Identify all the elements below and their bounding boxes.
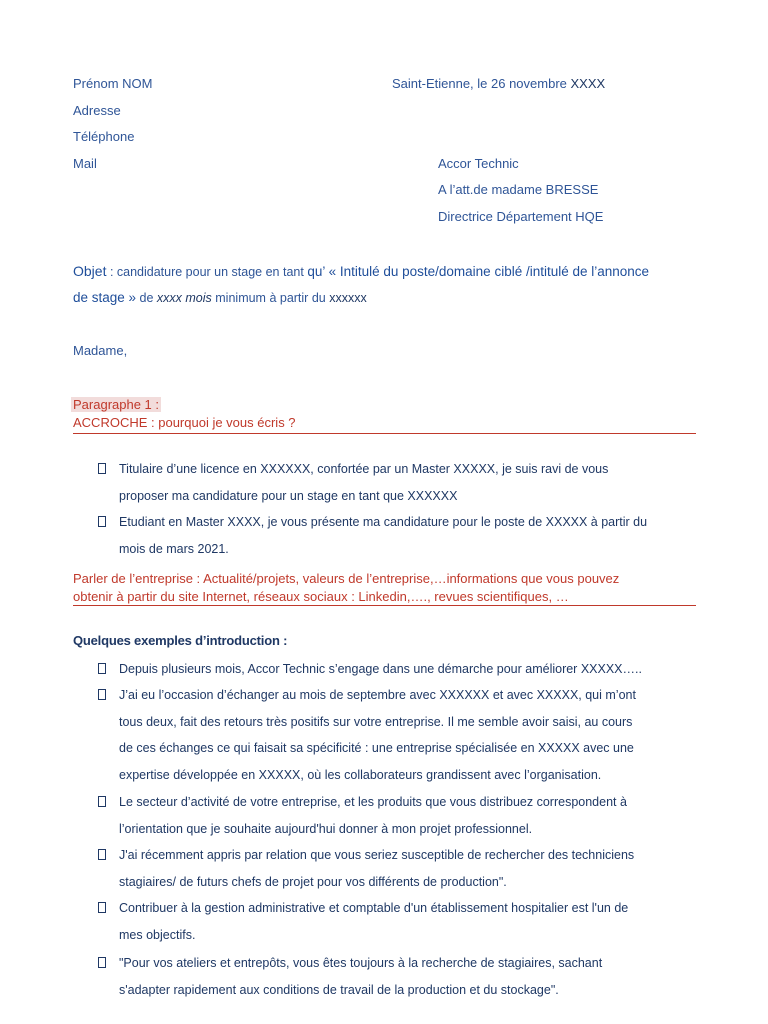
objet-text: : candidature pour un stage en tant xyxy=(106,265,308,279)
example-line: stagiaires/ de futurs chefs de projet pour vos différents de production". xyxy=(119,874,507,889)
bullet-master-line1: Etudiant en Master XXXX, je vous présente ma candidature pour le poste de XXXXX à partir du xyxy=(119,515,648,529)
company-hint xyxy=(73,570,695,606)
objet-title-part1: « Intitulé du poste/domaine ciblé /intitulé de l’annonce xyxy=(324,264,650,279)
example-line: Depuis plusieurs mois, Accor Technic s’engage dans une démarche pour améliorer XXXXX….. xyxy=(119,662,642,676)
example-line: mes objectifs. xyxy=(119,927,196,942)
bullet-master xyxy=(119,509,695,562)
date-year: XXXX xyxy=(570,76,606,91)
objet-line-2 xyxy=(73,290,367,306)
objet-duration: xxxx mois xyxy=(156,291,212,305)
objet-title-part2: de stage » xyxy=(73,290,137,305)
objet-de: de xyxy=(136,291,157,305)
example-line: J’ai eu l’occasion d’échanger au mois de septembre avec XXXXXX et avec XXXXX, qui m’ont xyxy=(119,688,636,702)
example-line: Le secteur d’activité de votre entreprise, et les produits que vous distribuez correspondent à xyxy=(119,795,627,809)
square-bullet-icon xyxy=(98,957,106,968)
example-item xyxy=(119,950,695,1003)
example-line: l’orientation que je souhaite aujourd'hui donner à mon projet professionnel. xyxy=(119,821,533,836)
sender-address: Adresse xyxy=(73,103,121,118)
salutation: Madame, xyxy=(73,343,128,358)
objet-line-1 xyxy=(73,263,649,280)
square-bullet-icon xyxy=(98,902,106,913)
example-line: tous deux, fait des retours très positifs sur votre entreprise. Il me semble avoir saisi, au cours xyxy=(119,714,633,729)
company-hint-line1: Parler de l’entreprise : Actualité/projets, valeurs de l’entreprise,…informations que vous pouvez xyxy=(73,571,620,586)
sender-phone: Téléphone xyxy=(73,129,135,144)
bullet-licence-line1: Titulaire d’une licence en XXXXXX, confortée par un Master XXXXX, je suis ravi de vous xyxy=(119,462,609,476)
example-line: expertise développée en XXXXX, où les collaborateurs grandissent avec l’organisation. xyxy=(119,767,602,782)
example-item xyxy=(119,682,695,788)
sender-name: Prénom NOM xyxy=(73,76,153,91)
place-date: Saint-Etienne, le 26 novembre xyxy=(392,76,571,91)
square-bullet-icon xyxy=(98,663,106,674)
paragraph1-subtitle: ACCROCHE : pourquoi je vous écris ? xyxy=(73,415,296,430)
example-line: s'adapter rapidement aux conditions de travail de la production et du stockage". xyxy=(119,982,559,997)
square-bullet-icon xyxy=(98,463,106,474)
example-line: J'ai récemment appris par relation que vous seriez susceptible de rechercher des techniciens xyxy=(119,848,635,862)
objet-label: Objet xyxy=(73,263,107,279)
company-hint-line2: obtenir à partir du site Internet, réseaux sociaux : Linkedin,…., revues scientifiques, … xyxy=(73,589,569,604)
square-bullet-icon xyxy=(98,689,106,700)
bullet-licence xyxy=(119,456,695,509)
recipient-role: Directrice Département HQE xyxy=(438,209,604,224)
recipient-company: Accor Technic xyxy=(438,156,519,171)
square-bullet-icon xyxy=(98,849,106,860)
example-item xyxy=(119,842,695,895)
objet-minimum: minimum à partir du xyxy=(211,291,330,305)
example-item xyxy=(119,895,695,948)
example-line: "Pour vos ateliers et entrepôts, vous êtes toujours à la recherche de stagiaires, sachant xyxy=(119,956,603,970)
objet-date: xxxxxx xyxy=(329,291,367,305)
paragraph1-divider xyxy=(73,433,696,434)
bullet-master-line2: mois de mars 2021. xyxy=(119,541,229,556)
square-bullet-icon xyxy=(98,516,106,527)
objet-qu: qu’ xyxy=(307,264,325,279)
recipient-attention: A l’att.de madame BRESSE xyxy=(438,182,599,197)
date-line xyxy=(392,76,605,92)
example-line: de ces échanges ce qui faisait sa spécificité : une entreprise spécialisée en XXXXX avec une xyxy=(119,741,634,755)
example-item xyxy=(119,789,695,842)
examples-title: Quelques exemples d’introduction : xyxy=(73,633,288,648)
square-bullet-icon xyxy=(98,796,106,807)
example-line: Contribuer à la gestion administrative et comptable d'un établissement hospitalier est l'un de xyxy=(119,901,629,915)
example-item xyxy=(119,656,695,683)
paragraph1-title-text: Paragraphe 1 : xyxy=(73,397,160,412)
sender-mail: Mail xyxy=(73,156,97,171)
company-hint-divider xyxy=(73,605,696,606)
bullet-licence-line2: proposer ma candidature pour un stage en tant que XXXXXX xyxy=(119,488,458,503)
paragraph1-title xyxy=(71,397,161,413)
